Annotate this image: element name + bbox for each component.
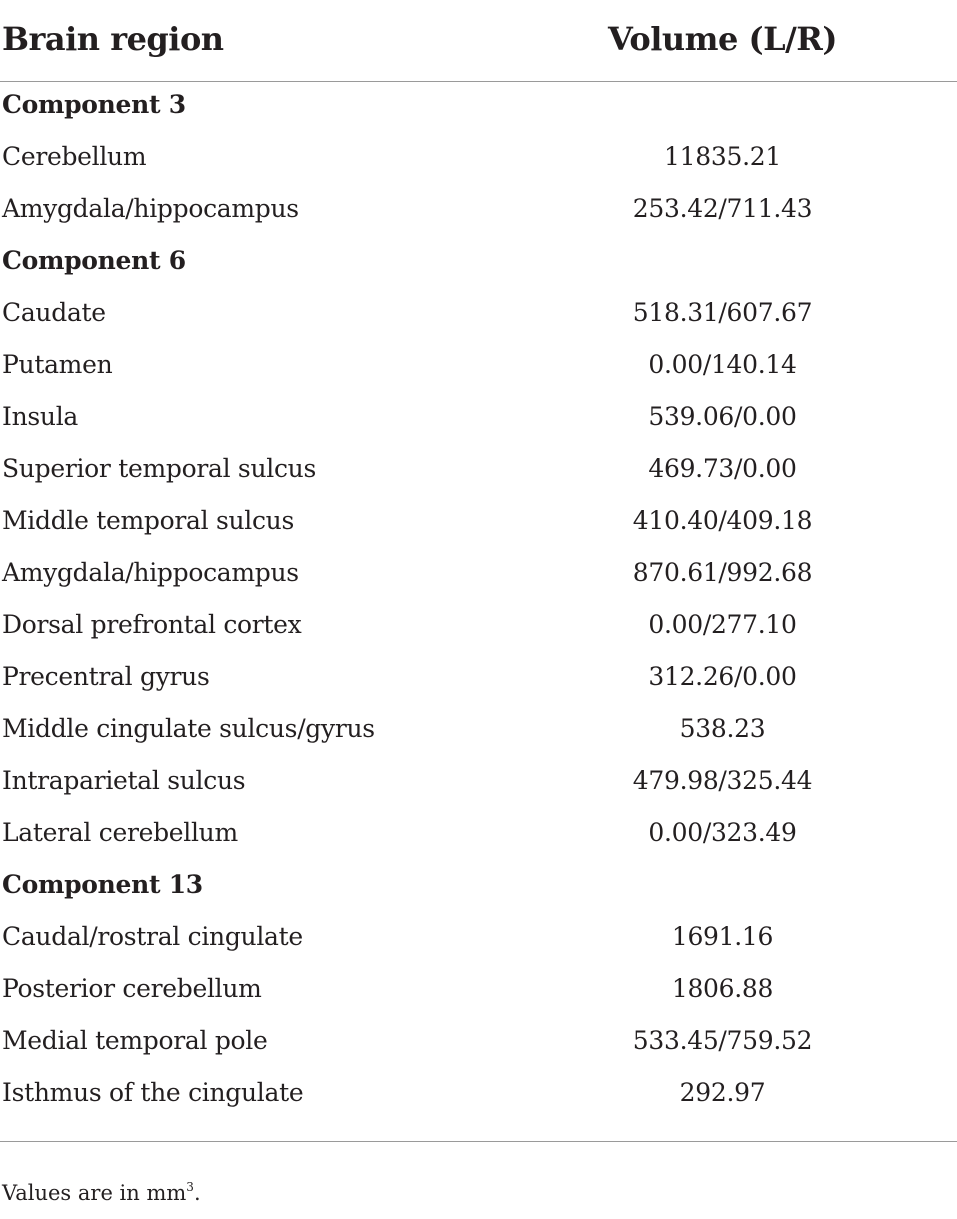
table-row [0,446,957,498]
footer-divider [0,1141,957,1142]
volume-cell: 1691.16 [671,922,774,951]
region-cell: Posterior cerebellum [2,974,262,1003]
volume-cell: 533.45/759.52 [632,1026,813,1055]
region-cell: Caudal/rostral cingulate [2,922,303,951]
column-header-volume: Volume (L/R) [607,20,838,58]
region-cell: Isthmus of the cingulate [2,1078,304,1107]
volume-cell: 1806.88 [671,974,774,1003]
table-row [0,914,957,966]
region-cell: Cerebellum [2,142,147,171]
table-row [0,1018,957,1070]
table-row [0,186,957,238]
region-cell: Putamen [2,350,113,379]
table-row [0,342,957,394]
table-body [0,82,957,1122]
table-group-row [0,238,957,290]
table-row [0,706,957,758]
table-group-row [0,82,957,134]
volume-cell: 479.98/325.44 [632,766,813,795]
volume-cell: 870.61/992.68 [632,558,813,587]
volume-cell: 410.40/409.18 [632,506,813,535]
column-header-brain-region: Brain region [2,20,224,58]
region-cell: Precentral gyrus [2,662,210,691]
table-row [0,758,957,810]
region-cell: Superior temporal sulcus [2,454,316,483]
region-cell: Amygdala/hippocampus [2,194,299,223]
region-cell: Caudate [2,298,106,327]
footnote-suffix: . [193,1181,201,1205]
region-cell: Component 3 [2,90,186,119]
table-row [0,966,957,1018]
volume-cell: 0.00/140.14 [648,350,797,379]
table-group-row [0,862,957,914]
volume-cell: 292.97 [679,1078,766,1107]
region-cell: Intraparietal sulcus [2,766,246,795]
volume-cell: 539.06/0.00 [648,402,797,431]
table-row [0,498,957,550]
table-row [0,394,957,446]
volume-cell: 312.26/0.00 [648,662,797,691]
region-cell: Middle cingulate sulcus/gyrus [2,714,375,743]
table-footnote [2,1180,201,1205]
table-row [0,654,957,706]
region-cell: Dorsal prefrontal cortex [2,610,302,639]
region-cell: Component 6 [2,246,186,275]
volume-cell: 538.23 [679,714,766,743]
table-row [0,602,957,654]
table-row [0,810,957,862]
volume-cell: 0.00/323.49 [648,818,797,847]
volume-cell: 253.42/711.43 [632,194,813,223]
volume-cell: 469.73/0.00 [648,454,797,483]
region-cell: Middle temporal sulcus [2,506,294,535]
region-cell: Lateral cerebellum [2,818,238,847]
footnote-text: Values are in mm [2,1181,187,1205]
table-row [0,1070,957,1122]
table-row [0,550,957,602]
volume-cell: 11835.21 [664,142,781,171]
region-cell: Amygdala/hippocampus [2,558,299,587]
table-header [0,0,957,82]
table-row [0,134,957,186]
region-cell: Component 13 [2,870,203,899]
volume-cell: 518.31/607.67 [632,298,813,327]
region-cell: Medial temporal pole [2,1026,268,1055]
volume-cell: 0.00/277.10 [648,610,797,639]
region-cell: Insula [2,402,79,431]
footnote-superscript: 3 [186,1180,194,1194]
table-row [0,290,957,342]
